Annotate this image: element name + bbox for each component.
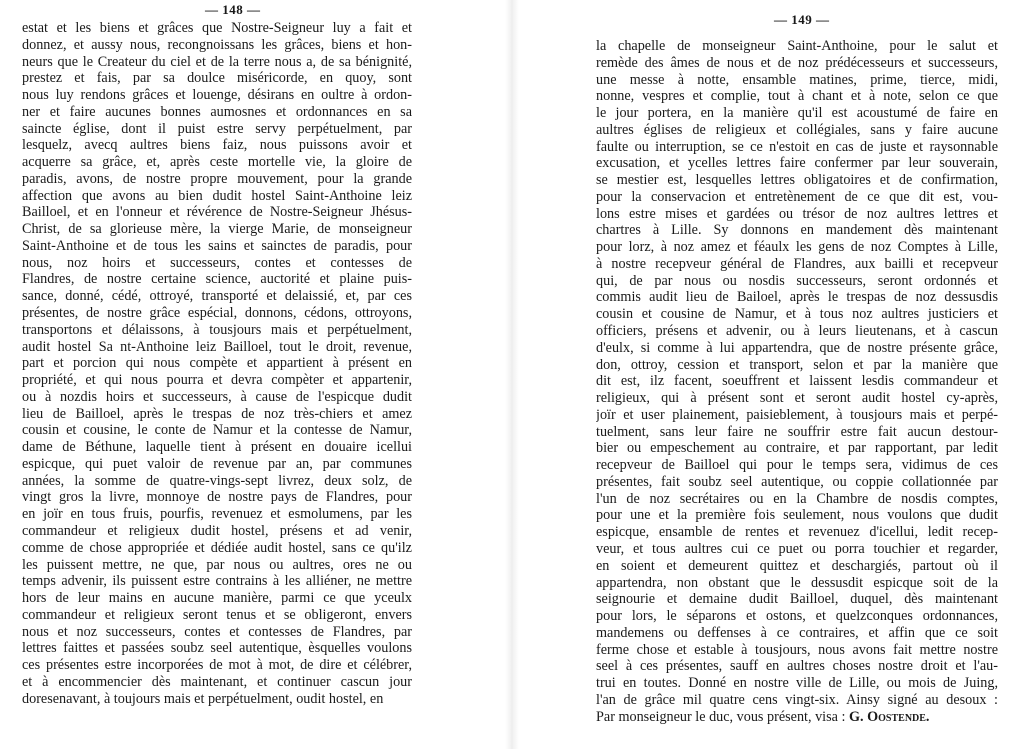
text-line bbox=[596, 709, 998, 726]
text-line: transportons et délaissons, à tousjours mais et perpétuelment, bbox=[22, 321, 412, 338]
text-line: chartres à Lille. Sy donnons en mandement dès maintenant bbox=[596, 222, 998, 239]
text-line: propriété, et qui nous pourra et devra compèter et appartenir, bbox=[22, 372, 412, 389]
text-line: pour lorz, à noz amez et féaulx les gens de noz Comptes à Lille, bbox=[596, 239, 998, 256]
text-line: tuelment, sans leur faire ne souffrir estre fait aucun destour- bbox=[596, 423, 998, 440]
text-line: religieux, qui à présent sont et seront audit hostel cy-après, bbox=[596, 390, 998, 407]
text-line: pour une et la première fois seulement, nous voulons que dudit bbox=[596, 507, 998, 524]
page-body-text bbox=[22, 20, 412, 707]
text-line: et à encommencier dès maintenant, et continuer cascun jour bbox=[22, 673, 412, 690]
text-line: lieu de Bailloel, après le trespas de noz très-chiers et amez bbox=[22, 405, 412, 422]
text-line: pour lors, le séparons et ostons, et quelzconques ordonnances, bbox=[596, 608, 998, 625]
text-line: nous luy rendons grâces et louenge, désirans en oultre à ordon- bbox=[22, 87, 412, 104]
text-line: bier ou empeschement au contraire, et par rapportant, par ledit bbox=[596, 440, 998, 457]
text-line: présentes, de nostre grâce espécial, donnons, cédons, ottroyons, bbox=[22, 305, 412, 322]
text-line: espicque, ensamble de rentes et revenuez d'icellui, ledit recep- bbox=[596, 524, 998, 541]
text-line: hors de leur mains en aucune manière, parmi ce que yceulx bbox=[22, 590, 412, 607]
text-line: nonne, vespres et complie, tout à chant et à note, selon ce que bbox=[596, 88, 998, 105]
page-number: — 148 — bbox=[205, 2, 261, 17]
closing-text: Par monseigneur le duc, vous présent, visa : bbox=[596, 708, 846, 725]
text-line: présentes, fait soubz seel autentique, ou coppie collationnée par bbox=[596, 473, 998, 490]
text-line: lettres faittes et passées soubz seel autentique, èsquelles voulons bbox=[22, 640, 412, 657]
text-line: officiers, présens et advenir, ou à leurs lieutenans, et à cascun bbox=[596, 323, 998, 340]
text-line: prestez et fais, par sa doulce miséricorde, en quoy, sont bbox=[22, 70, 412, 87]
page-body-text bbox=[596, 38, 998, 725]
text-line: audit hostel Sa nt-Anthoine leiz Bailloel, tout le droit, revenue, bbox=[22, 338, 412, 355]
text-line: temps advenir, ils puissent estre contrains à les alliéner, ne mettre bbox=[22, 573, 412, 590]
text-line: trui en toutes. Donné en nostre ville de Lille, ou mois de Juing, bbox=[596, 675, 998, 692]
text-line: nous, noz hoirs et successeurs, contes et contesses de bbox=[22, 254, 412, 271]
text-line: dame de Béthune, laquelle tient à présent en douaire icellui bbox=[22, 439, 412, 456]
text-line: sance, donné, cédé, ottroyé, transporté et delaissié, et, par ces bbox=[22, 288, 412, 305]
text-line: années, la somme de quatre-vings-sept livrez, deux solz, de bbox=[22, 472, 412, 489]
text-line: veur, et tous aultres cui ce puet ou porra touchier et regarder, bbox=[596, 540, 998, 557]
text-line: faulte ou interruption, se ce n'estoit en cas de juste et raysonnable bbox=[596, 138, 998, 155]
text-line: vingt gros la livre, monnoye de nostre pays de Flandres, pour bbox=[22, 489, 412, 506]
text-line: d'eulx, si comme à lui appartendra, que de nostre présente grâce, bbox=[596, 339, 998, 356]
text-line: ner et faire aucunes bonnes aumosnes et ordonnances en sa bbox=[22, 103, 412, 120]
text-line: nous et noz successeurs, contes et contesses de Flandres, par bbox=[22, 623, 412, 640]
text-line: part et porcion qui nous compète et appartient à présent en bbox=[22, 355, 412, 372]
text-line: cousin et cousine, le conte de Namur et la contesse de Namur, bbox=[22, 422, 412, 439]
text-line: excusation, et ycelles lettres faire confermer par leur souverain, bbox=[596, 155, 998, 172]
signature: G. Oostende. bbox=[848, 708, 930, 725]
text-line: don, ottroy, cession et transport, selon et par la manière que bbox=[596, 356, 998, 373]
text-line: ferme chose et estable à tousjours, nous avons fait mettre nostre bbox=[596, 641, 998, 658]
text-line: lesquelz, avecq aultres biens faiz, nous puissons avoir et bbox=[22, 137, 412, 154]
text-line: en joïr en tous fruis, pourfis, revenuez et esmolumens, par les bbox=[22, 506, 412, 523]
page-number: — 149 — bbox=[774, 12, 830, 27]
text-line: la chapelle de monseigneur Saint-Anthoine, pour le salut et bbox=[596, 38, 998, 54]
text-line: saincte église, dont il puist estre servy perpétuelment, par bbox=[22, 120, 412, 137]
text-line: joïr et user plainement, paisieblement, à tousjours mais et perpé- bbox=[596, 406, 998, 423]
text-line: mandemens ou deffenses à ce contraires, et affin que ce soit bbox=[596, 624, 998, 641]
text-line: en soient et demeurent quittez et deschargiés, partout où il bbox=[596, 557, 998, 574]
text-line: ces présentes estre incorporées de mot à mot, de dire et célébrer, bbox=[22, 657, 412, 674]
text-line: commandeur et religieux seront tenus et se obligeront, envers bbox=[22, 606, 412, 623]
text-line: se mestier est, lesquelles lettres obligatoires et de confirmation, bbox=[596, 172, 998, 189]
text-line: aultres églises de religieux et collégiales, sans y faire aucune bbox=[596, 121, 998, 138]
text-line: commandeur et religieux dudit hostel, présens et ad venir, bbox=[22, 522, 412, 539]
text-line: recepveur de Bailloel qui pour le temps sera, vidimus de ces bbox=[596, 457, 998, 474]
text-line: le jour portera, en la manière qu'il est acoustumé de faire en bbox=[596, 105, 998, 122]
text-line: doresenavant, à toujours mais et perpétuelment, oudit hostel, en bbox=[22, 690, 384, 707]
text-line: ou à nozdis hoirs et successeurs, à cause de l'espicque dudit bbox=[22, 388, 412, 405]
text-line: Flandres, de nostre certaine science, auctorité et plaine puis- bbox=[22, 271, 412, 288]
text-line: l'un de noz secrétaires ou en la Chambre de nosdis comptes, bbox=[596, 490, 998, 507]
text-line: une messe à notte, ensamble matines, prime, tierce, midi, bbox=[596, 71, 998, 88]
text-line: appartendra, non obstant que le dessusdit espicque soit de la bbox=[596, 574, 998, 591]
text-line: Bailloel, et en l'onneur et révérence de Nostre-Seigneur Jhésus- bbox=[22, 204, 412, 221]
text-line: les puissent mettre, ne que, par nous ou aultres, ores ne ou bbox=[22, 556, 412, 573]
text-line: Christ, de sa glorieuse mère, la vierge Marie, de monseigneur bbox=[22, 221, 412, 238]
text-line: qui, de par nous ou nosdis successeurs, seront ordonnés et bbox=[596, 272, 998, 289]
text-line: à nostre recepveur général de Flandres, aux bailli et recepveur bbox=[596, 255, 998, 272]
text-line: paradis, avons, de nostre propre mouvement, pour la grande bbox=[22, 170, 412, 187]
text-line: seel à ces présentes, sauff en aultres choses nostre droit et l'au- bbox=[596, 658, 998, 675]
text-line: lons estre mises et gardées ou trésor de noz aultres lettres et bbox=[596, 205, 998, 222]
text-line: remède des âmes de nous et de noz prédécesseurs et successeurs, bbox=[596, 54, 998, 71]
text-line: acquerre sa grâce, et, après ceste mortelle vie, la gloire de bbox=[22, 154, 412, 171]
text-line: dit est, ilz facent, soeuffrent et laissent lesdis commandeur et bbox=[596, 373, 998, 390]
text-line: espicque, qui puet valoir de revenue par an, par communes bbox=[22, 455, 412, 472]
text-line: pour la conservacion et entretènement de ce que dit est, vou- bbox=[596, 188, 998, 205]
text-line: neurs que le Createur du ciel et de la terre nous a, de sa bénignité, bbox=[22, 53, 412, 70]
text-line: seignourie et demaine dudit Bailloel, duquel, dès maintenant bbox=[596, 591, 998, 608]
text-line: cousin et cousine de Namur, et à tous noz aultres justiciers et bbox=[596, 306, 998, 323]
text-line: l'an de grâce mil quatre cens vingt-six. Ainsy signé au desoux : bbox=[596, 691, 998, 708]
text-line: Saint-Anthoine et de tous les sains et sainctes de paradis, pour bbox=[22, 237, 412, 254]
text-line: commis audit lieu de Bailoel, après le trespas de noz dessusdis bbox=[596, 289, 998, 306]
text-line: donnez, et aussy nous, recongnoissans les grâces, biens et hon- bbox=[22, 36, 412, 53]
text-line: comme de chose appropriée et dédiée audit hostel, sans ce qu'ilz bbox=[22, 539, 412, 556]
text-line: affection que avons au bien dudit hostel Saint-Anthoine leiz bbox=[22, 187, 412, 204]
text-line: estat et les biens et grâces que Nostre-Seigneur luy a fait et bbox=[22, 20, 412, 36]
right-page bbox=[512, 0, 1024, 749]
